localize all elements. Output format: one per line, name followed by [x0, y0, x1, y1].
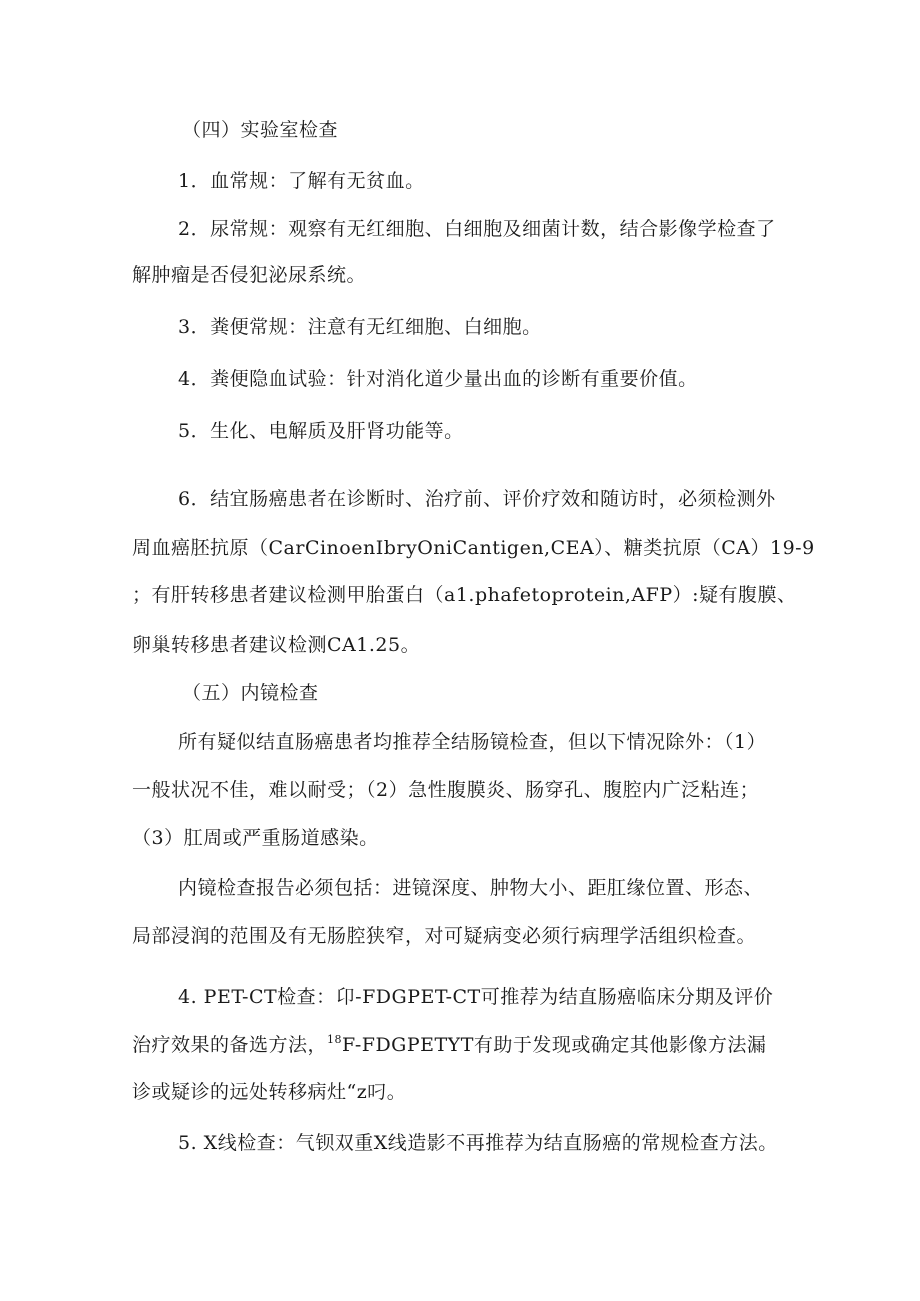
endoscopy-para-2-line-1: 内镜检查报告必须包括：进镜深度、肿物大小、距肛缘位置、形态、	[178, 877, 764, 899]
pet-ct-line-2-post: F-FDGPETYT有助于发现或确定其他影像方法漏	[342, 1034, 767, 1056]
endoscopy-para-1-line-1: 所有疑似结直肠癌患者均推荐全结肠镜检查，但以下情况除外：（1）	[178, 731, 767, 753]
lab-item-2-line-2: 解肿瘤是否侵犯泌尿系统。	[132, 264, 367, 286]
lab-item-6-line-3: ；有肝转移患者建议检测甲胎蛋白（a1.phafetoprotein,AFP）:疑有腹膜、	[132, 584, 797, 606]
pet-ct-superscript: 18	[327, 1033, 343, 1046]
endoscopy-para-2-line-2: 局部浸润的范围及有无肠腔狭窄，对可疑病变必须行病理学活组织检查。	[132, 925, 757, 947]
endoscopy-para-1-line-2: 一般状况不佳，难以耐受；（2）急性腹膜炎、肠穿孔、腹腔内广泛粘连；	[132, 779, 760, 801]
endoscopy-para-1-line-3: （3）肛周或严重肠道感染。	[132, 827, 379, 849]
pet-ct-line-1: 4. PET-CT检查：卬-FDGPET-CT可推荐为结直肠癌临床分期及评价	[178, 986, 774, 1008]
lab-item-4: 4．粪便隐血试验：针对消化道少量出血的诊断有重要价值。	[178, 368, 698, 390]
section-heading-lab: （四）实验室检查	[182, 119, 339, 141]
lab-item-6-line-4: 卵巢转移患者建议检测CA1.25。	[132, 634, 421, 656]
xray-line-1: 5. X线检查：气钡双重X线造影不再推荐为结直肠癌的常规检查方法。	[178, 1132, 778, 1154]
lab-item-6-line-1: 6．结宜肠癌患者在诊断时、治疗前、评价疗效和随访时，必须检测外	[178, 488, 776, 510]
lab-item-5: 5．生化、电解质及肝肾功能等。	[178, 420, 464, 442]
lab-item-2-line-1: 2．尿常规：观察有无红细胞、白细胞及细菌计数，结合影像学检查了	[178, 218, 776, 240]
lab-item-3: 3．粪便常规：注意有无红细胞、白细胞。	[178, 316, 542, 338]
lab-item-1: 1．血常规：了解有无贫血。	[178, 170, 425, 192]
pet-ct-line-3: 诊或疑诊的远处转移病灶“z叼。	[132, 1081, 407, 1103]
pet-ct-line-2-pre: 治疗效果的备选方法，	[132, 1034, 328, 1056]
pet-ct-line-2	[132, 1032, 766, 1058]
section-heading-endoscopy: （五）内镜检查	[182, 682, 319, 704]
lab-item-6-line-2: 周血癌胚抗原（CarCinoenIbryOniCantigen,CEA）、糖类抗原（CA）19-9	[132, 537, 815, 559]
